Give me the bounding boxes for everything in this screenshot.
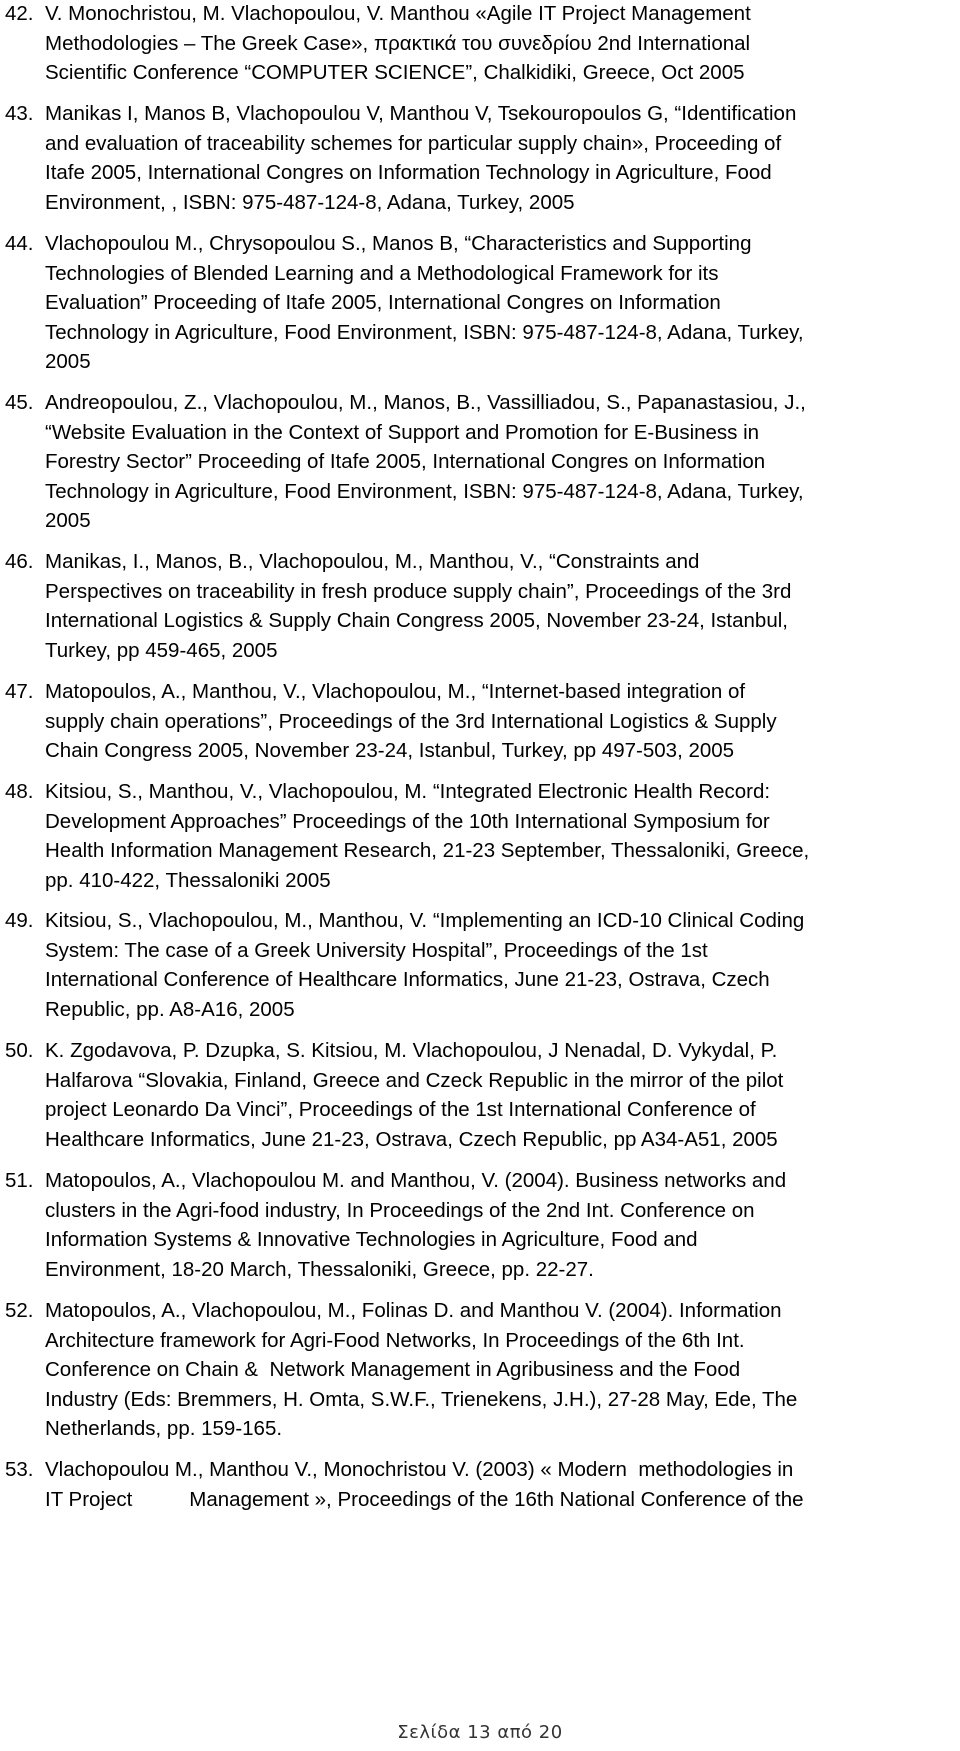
reference-number: 49. — [5, 909, 34, 932]
reference-item — [0, 99, 960, 217]
reference-line: 2005 — [45, 350, 91, 373]
reference-line: Itafe 2005, International Congres on Information Technology in Agriculture, Food — [45, 161, 772, 184]
reference-line: Manikas I, Manos B, Vlachopoulou V, Manthou V, Tsekouropoulos G, “Identification — [45, 102, 797, 125]
reference-line: K. Zgodavova, P. Dzupka, S. Kitsiou, M. Vlachopoulou, J Nenadal, D. Vykydal, P. — [45, 1039, 778, 1062]
reference-text — [45, 1166, 957, 1284]
reference-line: Methodologies – The Greek Case», πρακτικά του συνεδρίου 2nd International — [45, 31, 751, 55]
reference-number: 44. — [5, 232, 34, 255]
reference-number: 51. — [5, 1169, 34, 1192]
reference-line: International Conference of Healthcare Informatics, June 21-23, Ostrava, Czech — [45, 968, 770, 991]
reference-line: Perspectives on traceability in fresh produce supply chain”, Proceedings of the 3rd — [45, 579, 792, 603]
reference-line: Scientific Conference “COMPUTER SCIENCE”, Chalkidiki, Greece, Oct 2005 — [45, 61, 745, 84]
reference-line: Development Approaches” Proceedings of the 10th International Symposium for — [45, 809, 770, 833]
reference-line: Andreopoulou, Z., Vlachopoulou, M., Manos, B., Vassilliadou, S., Papanastasiou, J., — [45, 391, 806, 414]
reference-line: pp. 410-422, Thessaloniki 2005 — [45, 868, 331, 892]
reference-line: Technology in Agriculture, Food Environment, ISBN: 975-487-124-8, Adana, Turkey, — [45, 320, 804, 344]
reference-line: “Website Evaluation in the Context of Support and Promotion for E-Business in — [45, 420, 760, 444]
reference-item — [0, 677, 960, 766]
reference-line: Environment, 18-20 March, Thessaloniki, Greece, pp. 22-27. — [45, 1257, 594, 1281]
reference-line: System: The case of a Greek University Hospital”, Proceedings of the 1st — [45, 938, 708, 962]
reference-line: Information Systems & Innovative Technologies in Agriculture, Food and — [45, 1228, 698, 1251]
reference-number: 43. — [5, 102, 34, 125]
reference-number: 48. — [5, 780, 34, 803]
reference-item — [0, 906, 960, 1024]
reference-line: IT Project Management », Proceedings of the 16th National Conference of the — [45, 1487, 804, 1511]
reference-line: International Logistics & Supply Chain Congress 2005, November 23-24, Istanbul, — [45, 609, 788, 632]
reference-item — [0, 0, 960, 88]
reference-line: Vlachopoulou M., Manthou V., Monochristou V. (2003) « Modern methodologies in — [45, 1458, 794, 1481]
reference-number: 45. — [5, 391, 34, 414]
reference-line: Halfarova “Slovakia, Finland, Greece and Czeck Republic in the mirror of the pilot — [45, 1068, 784, 1092]
reference-line: Technologies of Blended Learning and a Methodological Framework for its — [45, 261, 719, 285]
reference-item — [0, 1455, 960, 1514]
reference-text — [45, 1455, 957, 1514]
reference-item — [0, 229, 960, 377]
reference-line: Architecture framework for Agri-Food Networks, In Proceedings of the 6th Int. — [45, 1328, 745, 1352]
reference-number: 52. — [5, 1299, 34, 1322]
reference-text — [45, 677, 957, 766]
reference-item — [0, 1036, 960, 1154]
reference-line: Health Information Management Research, 21-23 September, Thessaloniki, Greece, — [45, 839, 810, 862]
reference-number: 47. — [5, 680, 34, 703]
reference-text — [45, 906, 957, 1024]
reference-line: Matopoulos, A., Vlachopoulou M. and Manthou, V. (2004). Business networks and — [45, 1169, 787, 1192]
reference-line: Kitsiou, S., Vlachopoulou, M., Manthou, V. “Implementing an ICD-10 Clinical Coding — [45, 909, 805, 932]
reference-line: clusters in the Agri-food industry, In Proceedings of the 2nd Int. Conference on — [45, 1198, 755, 1222]
reference-line: Chain Congress 2005, November 23-24, Istanbul, Turkey, pp 497-503, 2005 — [45, 739, 735, 762]
reference-line: Healthcare Informatics, June 21-23, Ostrava, Czech Republic, pp A34-A51, 2005 — [45, 1127, 778, 1151]
reference-line: Forestry Sector” Proceeding of Itafe 2005, International Congres on Information — [45, 450, 766, 473]
reference-text — [45, 388, 957, 536]
reference-line: Technology in Agriculture, Food Environment, ISBN: 975-487-124-8, Adana, Turkey, — [45, 479, 804, 503]
reference-item — [0, 388, 960, 536]
reference-line: Conference on Chain & Network Management in Agribusiness and the Food — [45, 1358, 741, 1381]
reference-line: Kitsiou, S., Manthou, V., Vlachopoulou, M. “Integrated Electronic Health Record: — [45, 780, 771, 803]
reference-line: project Leonardo Da Vinci”, Proceedings of the 1st International Conference of — [45, 1098, 756, 1121]
reference-item — [0, 777, 960, 895]
reference-number: 50. — [5, 1039, 34, 1062]
reference-number: 46. — [5, 550, 34, 573]
reference-line: 2005 — [45, 509, 91, 532]
reference-number: 42. — [5, 2, 34, 25]
reference-line: Republic, pp. A8-A16, 2005 — [45, 997, 295, 1021]
reference-line: Manikas, I., Manos, B., Vlachopoulou, M., Manthou, V., “Constraints and — [45, 550, 700, 573]
reference-line: and evaluation of traceability schemes for particular supply chain», Proceeding of — [45, 131, 782, 155]
reference-line: Netherlands, pp. 159-165. — [45, 1417, 283, 1440]
reference-item — [0, 1296, 960, 1444]
reference-text — [45, 777, 957, 895]
reference-line: Vlachopoulou M., Chrysopoulou S., Manos B, “Characteristics and Supporting — [45, 232, 752, 255]
reference-item — [0, 1166, 960, 1284]
reference-line: supply chain operations”, Proceedings of the 3rd International Logistics & Supply — [45, 709, 777, 733]
reference-line: Evaluation” Proceeding of Itafe 2005, International Congres on Information — [45, 291, 721, 314]
page-number-footer: Σελίδα 13 από 20 — [397, 1722, 563, 1743]
reference-line: Industry (Eds: Bremmers, H. Omta, S.W.F., Trienekens, J.H.), 27-28 May, Ede, The — [45, 1387, 798, 1411]
reference-item — [0, 547, 960, 665]
reference-text — [45, 99, 957, 217]
reference-text — [45, 1036, 957, 1154]
reference-text — [45, 229, 957, 377]
reference-number: 53. — [5, 1458, 34, 1481]
reference-line: Matopoulos, A., Vlachopoulou, M., Folinas D. and Manthou V. (2004). Information — [45, 1299, 782, 1322]
reference-line: V. Monochristou, M. Vlachopoulou, V. Manthou «Agile IT Project Management — [45, 2, 751, 25]
reference-line: Environment, , ISBN: 975-487-124-8, Adana, Turkey, 2005 — [45, 190, 575, 214]
reference-line: Turkey, pp 459-465, 2005 — [45, 638, 278, 662]
reference-text — [45, 1296, 957, 1444]
reference-text — [45, 0, 957, 88]
reference-text — [45, 547, 957, 665]
reference-line: Matopoulos, A., Manthou, V., Vlachopoulou, M., “Internet-based integration of — [45, 680, 746, 703]
